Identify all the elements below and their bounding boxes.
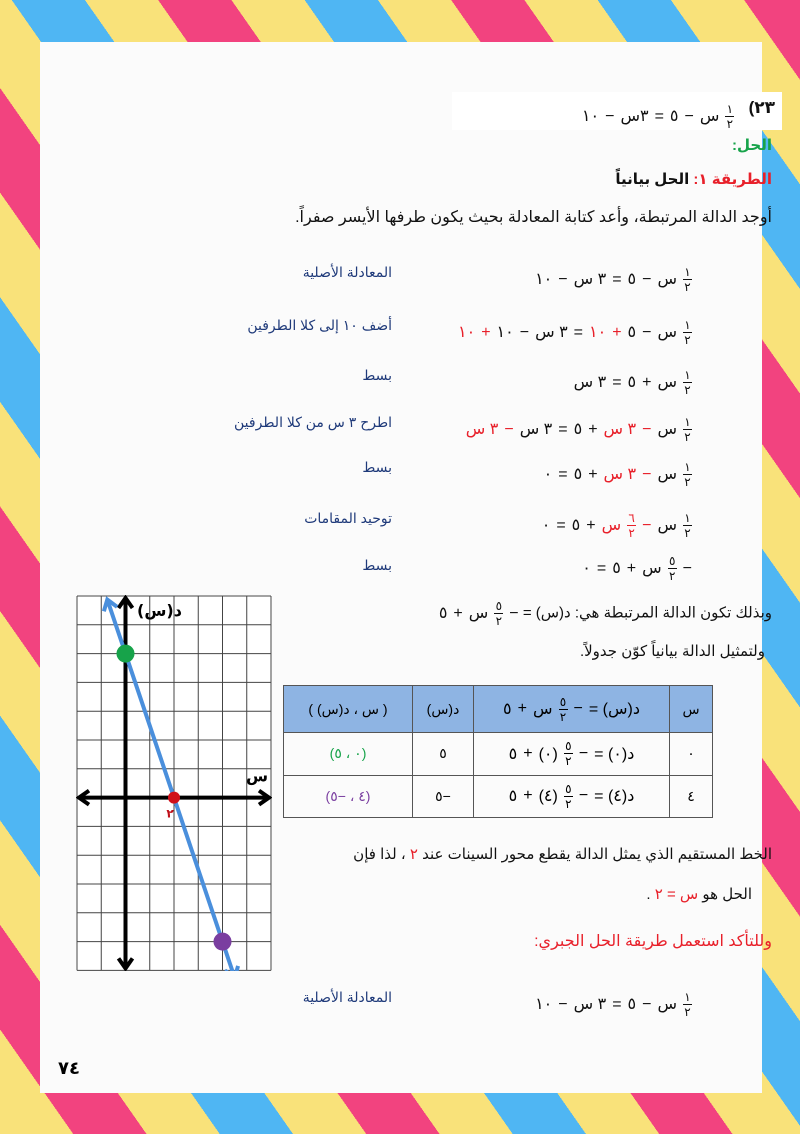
eq-term: ١٠ xyxy=(589,323,607,341)
eq-term: ١٠ xyxy=(581,107,600,125)
eq-term: + xyxy=(588,420,598,438)
denominator: ٢ xyxy=(726,117,734,131)
numerator: ١ xyxy=(684,511,691,525)
denominator: ٢ xyxy=(684,475,691,489)
numerator: ١ xyxy=(684,415,691,429)
eq-term: ٥ xyxy=(503,701,512,718)
step-equation xyxy=(582,555,692,582)
eq-term: ٥ xyxy=(669,107,679,125)
fraction xyxy=(683,512,692,539)
eq-term: = xyxy=(612,995,622,1013)
denominator: ٢ xyxy=(684,333,691,347)
step-equation xyxy=(542,508,692,539)
eq-term: − xyxy=(642,323,652,341)
eq-term: س xyxy=(657,270,677,288)
eq-term: ٥ xyxy=(612,559,621,577)
eq-term: ٥ xyxy=(438,604,448,622)
step-note: بسط xyxy=(362,459,392,475)
eq-term: د(٠) = xyxy=(594,745,635,763)
point xyxy=(168,792,180,804)
eq-term: ٥ xyxy=(627,373,637,391)
eq-term: − xyxy=(573,700,583,717)
eq-term: = xyxy=(556,516,566,534)
cell-calc xyxy=(474,733,670,776)
cell-calc xyxy=(474,775,670,818)
eq-term: − xyxy=(642,465,652,483)
fraction xyxy=(627,512,636,539)
eq-term: ٣ س xyxy=(573,270,607,288)
eq-term: ٥ xyxy=(627,270,637,288)
step-equation xyxy=(466,412,692,443)
eq-term: − xyxy=(605,107,615,125)
eq-term: ٣ س xyxy=(603,420,637,438)
verify-label: وللتأكد استعمل طريقة الحل الجبري: xyxy=(534,933,772,950)
eq-term: + xyxy=(626,559,637,577)
step-equation xyxy=(544,457,692,488)
eq-term: ٣ س xyxy=(603,465,637,483)
eq-term: ٠ xyxy=(541,516,551,534)
step-note: اطرح ٣ س من كلا الطرفين xyxy=(234,414,392,430)
eq-term: ٣ س xyxy=(573,995,607,1013)
table-intro: ولتمثيل الدالة بيانياً كوّن جدولاً. xyxy=(579,643,765,660)
eq-term: س xyxy=(657,323,677,341)
eq-term: ١٠ xyxy=(458,323,476,341)
values-table xyxy=(283,685,713,818)
eq-term: ٣ س xyxy=(535,323,568,341)
numerator: ١ xyxy=(684,460,691,474)
point xyxy=(117,645,135,663)
eq-term: − xyxy=(558,270,568,288)
numerator: ١ xyxy=(684,990,691,1004)
eq-term: = xyxy=(654,107,664,125)
numerator: ٥ xyxy=(668,554,676,568)
denominator: ٢ xyxy=(684,1005,691,1019)
step-note: بسط xyxy=(362,557,392,573)
eq-term: ٠ xyxy=(543,465,553,483)
eq-term: − xyxy=(642,995,652,1013)
eq-term: − xyxy=(558,995,568,1013)
x-intercept-label: ٢ xyxy=(166,806,174,821)
step-equation xyxy=(458,315,692,346)
eq-term: + xyxy=(588,465,598,483)
eq-term: + xyxy=(481,323,491,341)
solution-label: الحل: xyxy=(732,137,772,154)
step-equation xyxy=(535,262,692,293)
fraction xyxy=(683,416,692,443)
solution-value: س = ٢ xyxy=(654,886,699,903)
fraction xyxy=(683,266,692,293)
eq-term: س xyxy=(657,465,677,483)
related-function xyxy=(439,600,772,627)
eq-term: ٥ xyxy=(571,516,581,534)
fraction xyxy=(668,555,677,582)
conclusion-text: الحل هو xyxy=(702,886,752,903)
point xyxy=(214,933,232,951)
method-title: الحل بيانياً xyxy=(615,171,690,188)
eq-term: ٥ xyxy=(508,788,518,806)
eq-term: = xyxy=(558,420,568,438)
eq-term: س xyxy=(642,559,662,577)
eq-term: ٥ xyxy=(573,420,583,438)
eq-term: + xyxy=(453,604,463,622)
eq-term: − xyxy=(504,420,514,438)
eq-term: ٣ س xyxy=(573,373,607,391)
fraction xyxy=(683,991,692,1018)
method-heading xyxy=(615,170,772,190)
eq-term: د(٤) = xyxy=(594,788,635,806)
eq-term: ١٠ xyxy=(535,995,553,1013)
header-fx: د(س) xyxy=(413,686,474,733)
eq-term: − xyxy=(578,744,589,762)
numerator: ٥ xyxy=(565,739,572,754)
fraction xyxy=(559,696,568,723)
eq-term: ٣ س xyxy=(519,420,553,438)
conclusion-line2 xyxy=(646,885,752,905)
related-function-eq xyxy=(439,600,519,627)
step-note: بسط xyxy=(362,367,392,383)
eq-term: س xyxy=(657,373,677,391)
problem-number: ٢٣) xyxy=(748,98,775,117)
related-function-text: وبذلك تكون الدالة المرتبطة هي: د(س) = xyxy=(522,604,772,622)
denominator: ٢ xyxy=(559,709,567,724)
eq-term: س xyxy=(657,420,677,438)
final-note: المعادلة الأصلية xyxy=(302,989,392,1005)
eq-term: + xyxy=(523,787,533,805)
fraction xyxy=(725,103,734,130)
eq-term: + xyxy=(612,323,622,341)
numerator: ٥ xyxy=(565,781,572,796)
eq-term: − xyxy=(642,516,652,534)
eq-term: = xyxy=(558,465,568,483)
numerator: ١ xyxy=(684,368,691,382)
eq-term: ٥ xyxy=(508,745,518,763)
problem-statement xyxy=(582,98,775,130)
eq-term: = xyxy=(612,373,622,391)
eq-term: + xyxy=(586,516,596,534)
cell-x: ٠ xyxy=(670,733,713,776)
eq-term: س xyxy=(532,701,553,718)
eq-term: − xyxy=(642,270,652,288)
denominator: ٢ xyxy=(565,796,572,811)
cell-pair: (٤ ، −٥) xyxy=(284,775,413,818)
eq-term: − xyxy=(519,323,530,341)
x-axis-label: س xyxy=(245,766,269,786)
denominator: ٢ xyxy=(495,614,503,628)
eq-term: (٤) xyxy=(538,788,558,806)
eq-term: = xyxy=(596,559,607,577)
eq-term: ١٠ xyxy=(535,270,553,288)
eq-term: ١٠ xyxy=(496,323,514,341)
conclusion-text: الخط المستقيم الذي يمثل الدالة يقطع محور السينات عند xyxy=(422,846,772,863)
header-function xyxy=(474,686,670,733)
step-note: المعادلة الأصلية xyxy=(302,264,392,280)
eq-term: د(س) = xyxy=(588,701,640,718)
eq-term: س xyxy=(468,604,489,622)
fraction xyxy=(564,740,573,767)
fraction xyxy=(683,461,692,488)
header-x: س xyxy=(670,686,713,733)
step-note: توحيد المقامات xyxy=(304,510,392,526)
numerator: ١ xyxy=(684,318,691,332)
denominator: ٢ xyxy=(684,383,691,397)
eq-term: س xyxy=(657,516,677,534)
eq-term: − xyxy=(642,420,652,438)
eq-term: (٠) xyxy=(538,745,558,763)
eq-term: − xyxy=(509,604,519,622)
page-number: ٧٤ xyxy=(58,1058,80,1078)
cell-y: −٥ xyxy=(413,775,474,818)
cell-pair: (٠ ، ٥) xyxy=(284,733,413,776)
eq-term: − xyxy=(682,559,692,577)
fraction xyxy=(564,783,573,810)
instruction: أوجد الدالة المرتبطة، وأعد كتابة المعادلة بحيث يكون طرفها الأيسر صفراً. xyxy=(295,209,772,226)
fraction xyxy=(683,319,692,346)
header-pair: ( س ، د(س) ) xyxy=(284,686,413,733)
conclusion-line1 xyxy=(353,845,772,865)
numerator: ٥ xyxy=(495,599,503,613)
numerator: ١ xyxy=(726,102,734,116)
numerator: ٦ xyxy=(628,511,635,525)
problem-equation xyxy=(582,103,734,130)
period: . xyxy=(646,886,651,903)
final-equation xyxy=(535,987,692,1018)
eq-term: = xyxy=(573,323,583,341)
eq-term: = xyxy=(612,270,622,288)
eq-term: ٠ xyxy=(582,559,591,577)
numerator: ١ xyxy=(684,265,691,279)
cell-y: ٥ xyxy=(413,733,474,776)
conclusion-text: ، لذا فإن xyxy=(353,846,406,863)
eq-term: ٣س xyxy=(620,107,649,125)
eq-term: س xyxy=(657,995,677,1013)
table-row xyxy=(284,775,713,818)
denominator: ٢ xyxy=(668,569,676,583)
table-row xyxy=(284,733,713,776)
cell-x: ٤ xyxy=(670,775,713,818)
intercept-value: ٢ xyxy=(409,846,418,863)
eq-term: + xyxy=(523,744,533,762)
denominator: ٢ xyxy=(628,526,635,540)
numerator: ٥ xyxy=(559,694,567,709)
eq-term: ٣ س xyxy=(465,420,499,438)
denominator: ٢ xyxy=(684,526,691,540)
table-header-row xyxy=(284,686,713,733)
denominator: ٢ xyxy=(565,754,572,769)
denominator: ٢ xyxy=(684,280,691,294)
eq-term: + xyxy=(642,373,652,391)
eq-term: − xyxy=(684,107,694,125)
denominator: ٢ xyxy=(684,430,691,444)
eq-term: س xyxy=(601,516,622,534)
step-equation xyxy=(574,365,692,396)
method-label: الطريقة ١: xyxy=(693,171,772,188)
eq-term: ٥ xyxy=(627,323,637,341)
eq-term: − xyxy=(578,787,589,805)
eq-term: س xyxy=(699,107,720,125)
function-graph xyxy=(76,595,272,971)
step-note: أضف ١٠ إلى كلا الطرفين xyxy=(247,317,392,333)
eq-term: + xyxy=(517,700,527,717)
fraction xyxy=(683,369,692,396)
eq-term: ٥ xyxy=(573,465,583,483)
eq-term: ٥ xyxy=(627,995,637,1013)
y-axis-label: د(س) xyxy=(137,601,182,620)
fraction xyxy=(494,600,503,627)
